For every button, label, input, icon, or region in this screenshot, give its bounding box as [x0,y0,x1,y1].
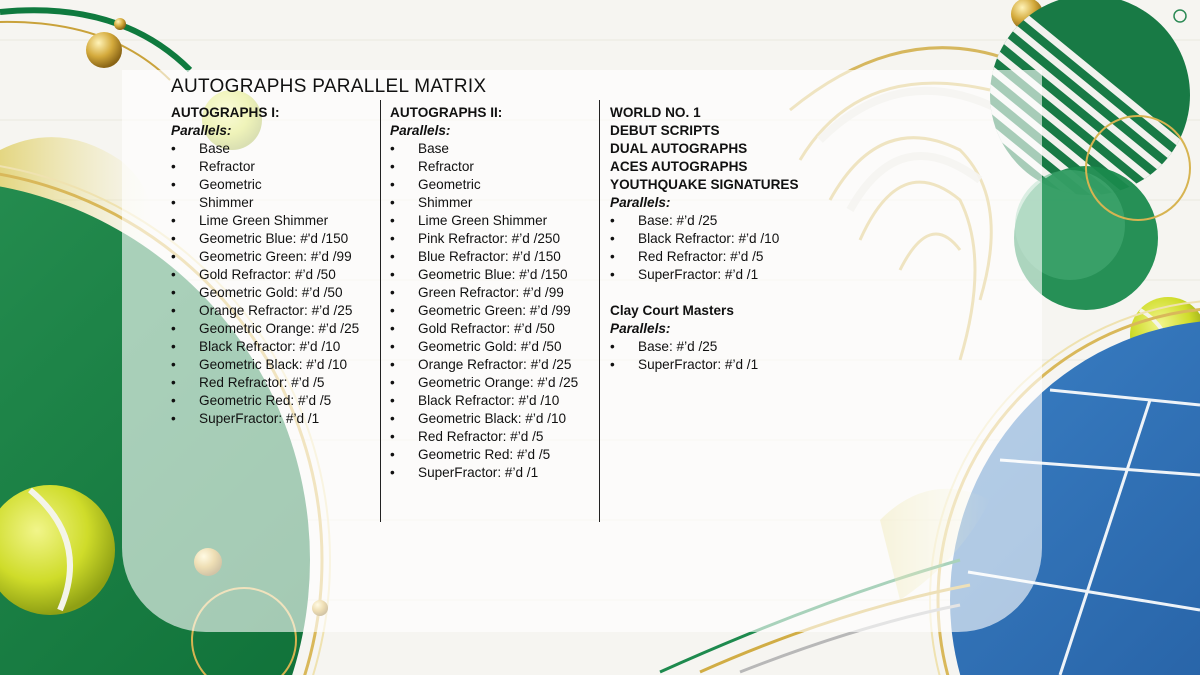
parallel-item: • Green Refractor: #’d /99 [390,284,595,302]
parallel-item: • Gold Refractor: #’d /50 [171,266,376,284]
parallel-item: • Geometric Blue: #'d /150 [171,230,376,248]
set-name: ACES AUTOGRAPHS [610,159,748,174]
parallels-label: Parallels: [390,123,451,138]
parallel-item: • Refractor [171,158,376,176]
parallel-item: • Geometric Red: #’d /5 [171,392,376,410]
parallel-item: • Geometric [171,176,376,194]
parallel-item: • SuperFractor: #’d /1 [610,266,840,284]
parallel-item: • Geometric Gold: #’d /50 [390,338,595,356]
parallels-list [610,212,840,284]
parallels-label: Parallels: [610,321,671,336]
set-name: AUTOGRAPHS II: [390,105,503,120]
parallel-item: • Black Refractor: #’d /10 [610,230,840,248]
parallel-item: • Pink Refractor: #’d /250 [390,230,595,248]
column-divider [599,100,600,522]
parallel-item: • Red Refractor: #’d /5 [610,248,840,266]
set-name: YOUTHQUAKE SIGNATURES [610,177,799,192]
parallel-item: • Refractor [390,158,595,176]
parallel-item: • Blue Refractor: #’d /150 [390,248,595,266]
parallel-item: • Red Refractor: #’d /5 [390,428,595,446]
parallel-item: • SuperFractor: #’d /1 [390,464,595,482]
parallel-item: • Black Refractor: #’d /10 [171,338,376,356]
parallels-label: Parallels: [610,195,671,210]
parallels-list [610,338,840,374]
parallel-item: • Base: #’d /25 [610,212,840,230]
parallel-item: • Geometric Green: #’d /99 [390,302,595,320]
column-autographs-1 [171,104,376,428]
set-name: DEBUT SCRIPTS [610,123,720,138]
set-name: WORLD NO. 1 [610,105,701,120]
parallel-item: • Geometric Gold: #’d /50 [171,284,376,302]
parallel-item: • Geometric Orange: #’d /25 [171,320,376,338]
parallel-item: • Orange Refractor: #’d /25 [171,302,376,320]
set-name: AUTOGRAPHS I: [171,105,280,120]
set-name: DUAL AUTOGRAPHS [610,141,748,156]
parallel-item: • Base [171,140,376,158]
parallel-item: • Lime Green Shimmer [390,212,595,230]
parallel-item: • Geometric Black: #’d /10 [390,410,595,428]
parallel-item: • Orange Refractor: #’d /25 [390,356,595,374]
parallel-item: • Shimmer [171,194,376,212]
column-autographs-2 [390,104,595,482]
parallel-item: • Base: #’d /25 [610,338,840,356]
parallel-item: • Geometric Black: #’d /10 [171,356,376,374]
parallel-item: • SuperFractor: #’d /1 [171,410,376,428]
parallel-item: • Gold Refractor: #’d /50 [390,320,595,338]
parallel-item: • Geometric Blue: #’d /150 [390,266,595,284]
column-other-sets [610,104,840,374]
parallel-item: • Geometric Orange: #’d /25 [390,374,595,392]
parallel-item: • Black Refractor: #’d /10 [390,392,595,410]
parallel-item: • Geometric [390,176,595,194]
set-spacer [610,284,840,302]
parallel-item: • SuperFractor: #’d /1 [610,356,840,374]
parallel-item: • Shimmer [390,194,595,212]
set-name: Clay Court Masters [610,303,734,318]
parallel-item: • Geometric Green: #’d /99 [171,248,376,266]
parallels-label: Parallels: [171,123,232,138]
column-divider [380,100,381,522]
page-title: AUTOGRAPHS PARALLEL MATRIX [171,76,487,97]
parallel-item: • Geometric Red: #’d /5 [390,446,595,464]
parallels-list [171,140,376,428]
parallels-list [390,140,595,482]
parallel-item: • Lime Green Shimmer [171,212,376,230]
parallel-item: • Base [390,140,595,158]
parallel-item: • Red Refractor: #’d /5 [171,374,376,392]
